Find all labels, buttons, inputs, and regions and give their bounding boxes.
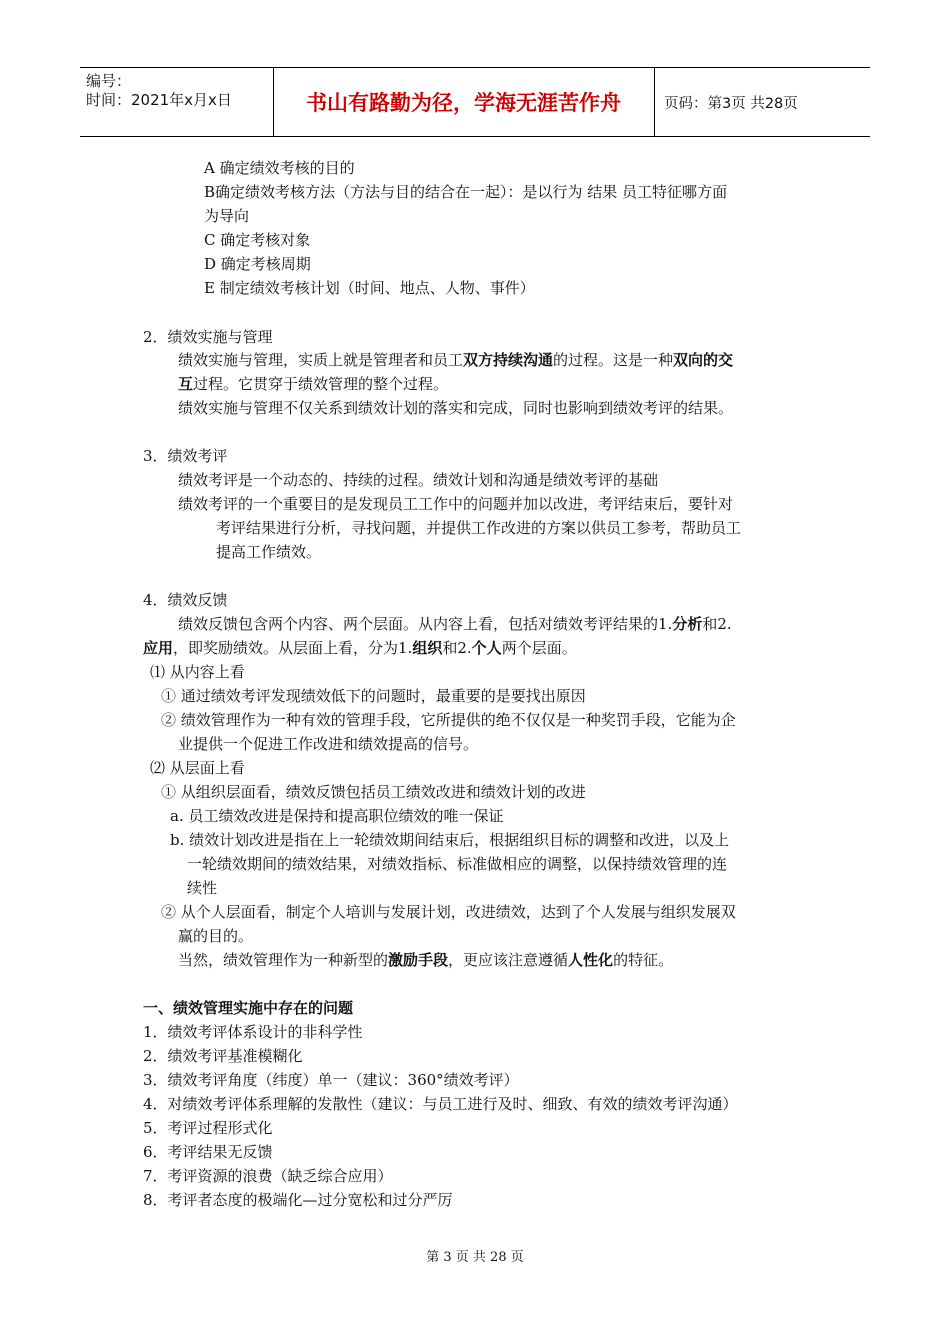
time-label: 时间：2021年x月x日 (86, 91, 232, 109)
section4-para1: 绩效反馈包含两个内容、两个层面。从内容上看，包括对绩效考评结果的1.分析和2. (178, 615, 732, 633)
header-meta (86, 72, 232, 110)
level-item-2: ② 从个人层面看，制定个人培训与发展计划，改进绩效，达到了个人发展与组织发展双 (161, 903, 736, 921)
section3-para2: 绩效考评的一个重要目的是发现员工工作中的问题并加以改进，考评结束后，要针对 (178, 495, 734, 513)
problem-item: 1．绩效考评体系设计的非科学性 (143, 1023, 363, 1041)
level-item-b-cont: 续性 (187, 879, 218, 897)
problem-item: 6．考评结果无反馈 (143, 1143, 273, 1161)
header-motto: 书山有路勤为径，学海无涯苦作舟 (306, 91, 621, 115)
section4-conclusion: 当然，绩效管理作为一种新型的激励手段，更应该注意遵循人性化的特征。 (178, 951, 674, 969)
problem-item: 3．绩效考评角度（纬度）单一（建议：360°绩效考评） (143, 1071, 519, 1089)
page-header (80, 67, 870, 137)
section2-title: 2．绩效实施与管理 (143, 328, 273, 346)
section3-para1: 绩效考评是一个动态的、持续的过程。绩效计划和沟通是绩效考评的基础 (178, 471, 659, 489)
step-e: E 制定绩效考核计划（时间、地点、人物、事件） (204, 279, 535, 297)
number-label: 编号： (86, 72, 132, 90)
problem-item: 7．考评资源的浪费（缺乏综合应用） (143, 1167, 393, 1185)
step-c: C 确定考核对象 (204, 231, 311, 249)
problem-item: 2．绩效考评基准模糊化 (143, 1047, 303, 1065)
header-page-info: 页码：第3页 共28页 (664, 95, 798, 112)
section3-para2-cont: 提高工作绩效。 (216, 543, 322, 561)
problem-item: 5．考评过程形式化 (143, 1119, 273, 1137)
step-b-cont: 为导向 (204, 207, 250, 225)
page-footer: 第 3 页 共 28 页 (426, 1250, 524, 1265)
content-item-2-cont: 业提供一个促进工作改进和绩效提高的信号。 (178, 735, 479, 753)
step-a: A 确定绩效考核的目的 (204, 159, 355, 177)
content-item-2: ② 绩效管理作为一种有效的管理手段，它所提供的绝不仅仅是一种奖罚手段，它能为企 (161, 711, 736, 729)
step-b: B确定绩效考核方法（方法与目的结合在一起）：是以行为 结果 员工特征哪方面 (204, 183, 728, 201)
problems-heading: 一、绩效管理实施中存在的问题 (143, 999, 354, 1017)
section2-para1-cont: 互过程。它贯穿于绩效管理的整个过程。 (178, 375, 449, 393)
subsection-content-title: ⑴ 从内容上看 (150, 663, 245, 681)
section2-para1: 绩效实施与管理，实质上就是管理者和员工双方持续沟通的过程。这是一种双向的交 (178, 351, 734, 369)
level-item-2-cont: 赢的目的。 (178, 927, 254, 945)
section4-para1-cont: 应用，即奖励绩效。从层面上看，分为1.组织和2.个人两个层面。 (143, 639, 577, 657)
header-divider (654, 68, 655, 136)
subsection-level-title: ⑵ 从层面上看 (150, 759, 245, 777)
content-item-1: ① 通过绩效考评发现绩效低下的问题时，最重要的是要找出原因 (161, 687, 586, 705)
level-item-b-cont: 一轮绩效期间的绩效结果，对绩效指标、标准做相应的调整，以保持绩效管理的连 (187, 855, 728, 873)
level-item-a: a. 员工绩效改进是保持和提高职位绩效的唯一保证 (170, 807, 504, 825)
problem-item: 8．考评者态度的极端化—过分宽松和过分严厉 (143, 1191, 453, 1209)
section2-para2: 绩效实施与管理不仅关系到绩效计划的落实和完成，同时也影响到绩效考评的结果。 (178, 399, 734, 417)
section3-title: 3．绩效考评 (143, 447, 228, 465)
level-item-1: ① 从组织层面看，绩效反馈包括员工绩效改进和绩效计划的改进 (161, 783, 586, 801)
section3-para2-cont: 考评结果进行分析，寻找问题，并提供工作改进的方案以供员工参考，帮助员工 (216, 519, 742, 537)
step-d: D 确定考核周期 (204, 255, 311, 273)
problem-item: 4．对绩效考评体系理解的发散性（建议：与员工进行及时、细致、有效的绩效考评沟通） (143, 1095, 738, 1113)
section4-title: 4．绩效反馈 (143, 591, 228, 609)
level-item-b: b. 绩效计划改进是指在上一轮绩效期间结束后，根据组织目标的调整和改进，以及上 (170, 831, 730, 849)
